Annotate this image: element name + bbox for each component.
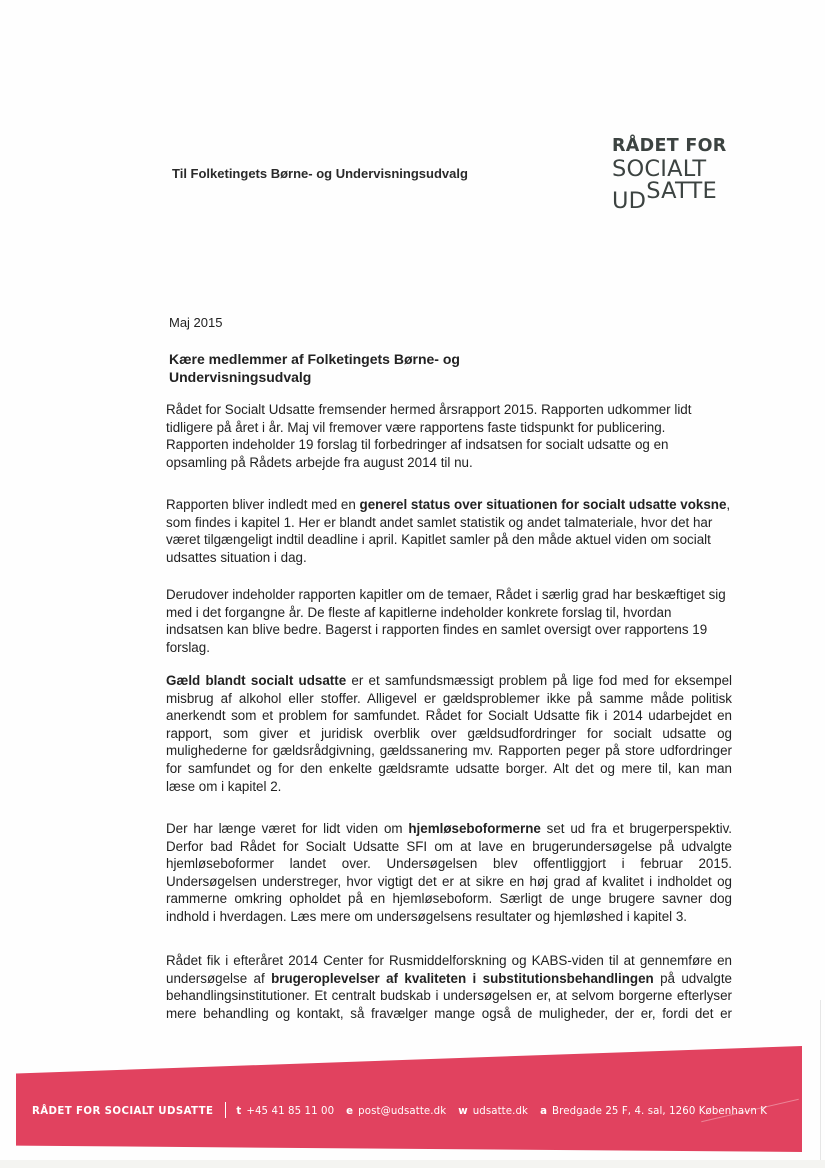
paragraph-line [166, 514, 732, 532]
body-paragraph-status [166, 496, 732, 566]
text-run: udsattes situation i dag. [166, 549, 307, 565]
paragraph-line [166, 454, 732, 472]
paragraph-line [166, 952, 732, 970]
text-run: Der har længe været for lidt viden om [166, 821, 409, 836]
text-run: for samfundet og for den enkelte gældsramte udsatte borger. Alt det og mere til, kan man [166, 760, 732, 776]
paragraph-line [166, 639, 732, 657]
paragraph-line [166, 838, 732, 856]
paragraph-line [166, 855, 732, 873]
paragraph-line [166, 496, 732, 514]
text-run: på udvalgte [653, 970, 732, 986]
text-run: Rapporten indeholder 19 forslag til forbedringer af indsatsen for socialt udsatte og en [166, 437, 669, 453]
text-run: anerkendt som et problem for samfundet. Rådet for Socialt Udsatte fik i 2014 udarbejdet en [166, 708, 732, 724]
text-run: mere behandling og kontakt, så fravælger mange også de muligheder, der er, fordi det er [166, 1005, 732, 1021]
body-paragraph-intro [166, 401, 732, 471]
text-run: Derfor bad Rådet for Socialt Udsatte SFI om at lave en brugerundersøgelse på udvalgte [166, 838, 732, 854]
paragraph-line [166, 760, 732, 778]
letter-date: Maj 2015 [169, 315, 223, 330]
footer-band [16, 1046, 802, 1152]
text-run: Derudover indeholder rapporten kapitler om de temaer, Rådet i særlig grad har beskæftiget sig [166, 587, 726, 602]
footer-organization: RÅDET FOR SOCIALT UDSATTE [32, 1106, 214, 1117]
text-run: set ud fra et brugerperspektiv. [540, 821, 732, 836]
paragraph-line [166, 621, 732, 639]
text-run: læse om i kapitel 2. [166, 778, 282, 794]
paragraph-line [166, 890, 732, 908]
address-value: Bredgade 25 F, 4. sal, 1260 København K [552, 1106, 768, 1117]
logo-line-2: SOCIALT [612, 156, 707, 182]
scan-right-edge [820, 1000, 821, 1160]
logo-satte: SATTE [646, 178, 717, 204]
text-run: været tilgængeligt indtil deadline i april. Kapitlet samler på den måde aktuel viden om socialt [166, 532, 711, 548]
paragraph-line [166, 401, 732, 419]
paragraph-line [166, 987, 732, 1005]
salutation-heading [169, 350, 460, 386]
footer-email [346, 1106, 458, 1117]
paragraph-line [166, 549, 732, 567]
paragraph-line [166, 604, 732, 622]
text-run: mulighederne for gældsrådgivning, gældssanering mv. Rapporten peger på store udfordringer [166, 743, 732, 759]
text-run: rapport, som giver et juridisk overblik over gældsudfordringer for socialt udsatte og [166, 725, 732, 741]
address-label: a [540, 1106, 548, 1117]
paragraph-line [166, 419, 732, 437]
text-run: indhold i hverdagen. Læs mere om undersøgelsens resultater og hjemløshed i kapitel 3. [166, 908, 688, 924]
text-run: opsamling på Rådets arbejde fra august 2014 til nu. [166, 454, 473, 470]
salutation-line-2: Undervisningsudvalg [169, 369, 312, 385]
paragraph-line [166, 873, 732, 891]
paragraph-line [166, 436, 732, 454]
email-value: post@udsatte.dk [358, 1106, 447, 1117]
text-run: hjemløseboformer landet over. Undersøgelsen blev offentliggjort i februar 2015. [166, 856, 732, 872]
text-run: undersøgelse af [166, 970, 272, 986]
paragraph-line [166, 725, 732, 743]
emphasized-text: generel status over situationen for socialt udsatte voksne [359, 497, 727, 512]
text-run: indsatsen kan blive bedre. Bagerst i rapporten findes en samlet oversigt over rapportens 19 [166, 622, 708, 638]
text-run: , [726, 497, 731, 512]
emphasized-text: brugeroplevelser af kvaliteten i substitutionsbehandlingen [271, 970, 654, 986]
footer-divider [225, 1102, 226, 1118]
emphasized-text: Gæld blandt socialt udsatte [166, 673, 347, 688]
paragraph-line [166, 970, 732, 988]
footer-address [540, 1106, 767, 1117]
body-paragraph-debt [166, 672, 732, 795]
text-run: behandlingsinstitutioner. Et centralt budskab i undersøgelsen er, at selvom borgerne efterlyser [166, 988, 732, 1004]
paragraph-line [166, 531, 732, 549]
text-run: Undersøgelsen understreger, hvor vigtigt det er at sikre en høj grad af kvalitet i indholdet og [166, 873, 732, 889]
text-run: Rådet for Socialt Udsatte fremsender hermed årsrapport 2015. Rapporten udkommer lidt [166, 402, 692, 417]
logo-line-3 [612, 178, 742, 214]
text-run: misbrug af alkohol eller stoffer. Alligevel er gældsproblemer ikke på samme måde politisk [166, 690, 732, 706]
text-run: Rapporten bliver indledt med en [166, 497, 360, 512]
paragraph-line [166, 672, 732, 690]
footer-contact-line [32, 1102, 767, 1118]
paragraph-line [166, 820, 732, 838]
paragraph-line [166, 908, 732, 926]
email-label: e [346, 1106, 354, 1117]
text-run: tidligere på året i år. Maj vil fremover være rapportens faste tidspunkt for publicering. [166, 419, 666, 435]
paragraph-line [166, 742, 732, 760]
paragraph-line [166, 1005, 732, 1023]
text-run: er et samfundsmæssigt problem på lige fod med for eksempel [346, 673, 732, 688]
scan-bottom-edge [0, 1160, 825, 1168]
phone-label: t [236, 1106, 242, 1117]
body-paragraph-substitution [166, 952, 732, 1022]
website-value: udsatte.dk [472, 1106, 529, 1117]
emphasized-text: hjemløseboformerne [408, 821, 541, 836]
text-run: rammerne omkring opholdet på en hjemløseboform. Særligt de unge brugere savner dog [166, 891, 732, 907]
body-paragraph-themes [166, 586, 732, 656]
organization-logo [612, 136, 742, 214]
paragraph-line [166, 707, 732, 725]
phone-value: +45 41 85 11 00 [246, 1106, 335, 1117]
footer-website [458, 1106, 540, 1117]
website-label: w [458, 1106, 468, 1117]
salutation-line-1: Kære medlemmer af Folketingets Børne- og [169, 351, 460, 367]
paragraph-line [166, 778, 732, 796]
paragraph-line [166, 586, 732, 604]
text-run: som findes i kapitel 1. Her er blandt andet samlet statistik og andet talmateriale, hvor det har [166, 514, 713, 530]
paragraph-line [166, 690, 732, 708]
footer-phone [236, 1106, 346, 1117]
body-paragraph-homeless [166, 820, 732, 926]
logo-ud: UD [612, 188, 647, 214]
text-run: med i det forgangne år. De fleste af kapitlerne indeholder konkrete forslag til, hvordan [166, 604, 672, 620]
text-run: Rådet fik i efteråret 2014 Center for Rusmiddelforskning og KABS-viden til at gennemføre en [166, 953, 732, 968]
logo-line-1: RÅDET FOR [612, 136, 727, 156]
recipient-line: Til Folketingets Børne- og Undervisningsudvalg [172, 166, 468, 181]
text-run: forslag. [166, 639, 210, 655]
